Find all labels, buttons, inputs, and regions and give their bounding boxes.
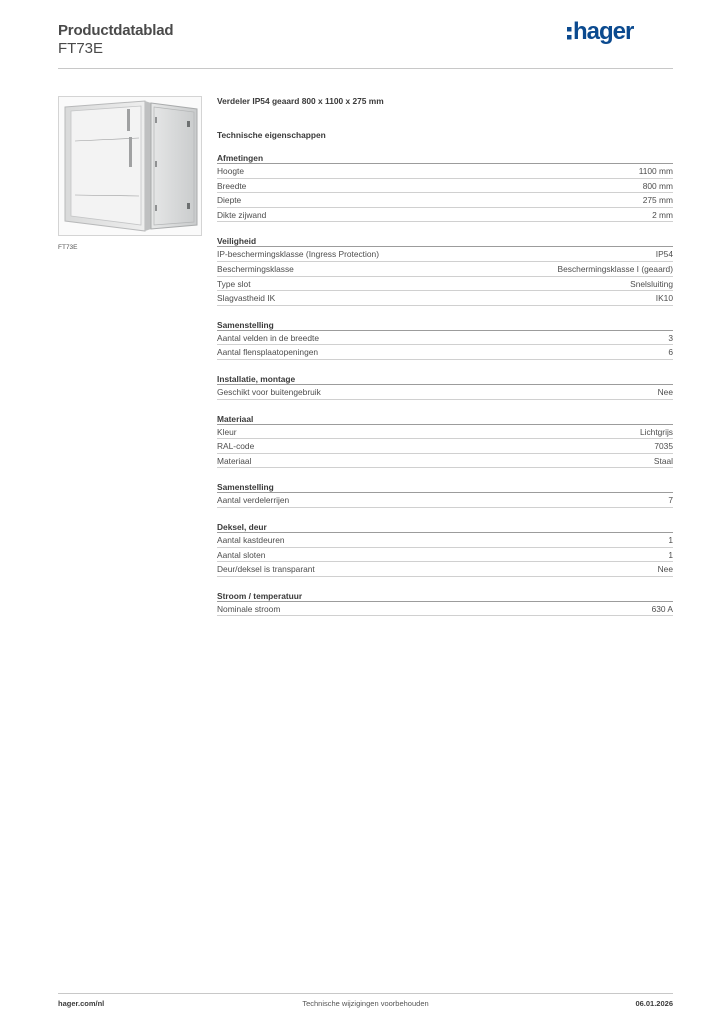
- section-title: Veiligheid: [217, 235, 673, 247]
- spec-value: 1: [668, 534, 673, 545]
- spec-row: [217, 602, 673, 617]
- section-title: Stroom / temperatuur: [217, 590, 673, 602]
- spec-section-current-temperature: [217, 590, 673, 617]
- spec-label: Slagvastheid IK: [217, 293, 276, 304]
- section-title: Installatie, montage: [217, 373, 673, 385]
- spec-row: [217, 164, 673, 179]
- hager-logo: [566, 14, 658, 48]
- product-name: Verdeler IP54 geaard 800 x 1100 x 275 mm: [217, 96, 384, 106]
- spec-label: Geschikt voor buitengebruik: [217, 386, 321, 397]
- spec-label: Materiaal: [217, 455, 252, 466]
- document-subtitle: FT73E: [58, 40, 104, 57]
- logo-text: hager: [573, 18, 634, 45]
- header-divider: [58, 68, 673, 69]
- spec-row: [217, 179, 673, 194]
- spec-value: 630 A: [651, 603, 673, 614]
- spec-row: [217, 247, 673, 262]
- spec-row: [217, 208, 673, 223]
- section-title: Materiaal: [217, 413, 673, 425]
- spec-value: 800 mm: [642, 180, 673, 191]
- spec-label: Breedte: [217, 180, 247, 191]
- spec-value: Lichtgrijs: [639, 426, 673, 437]
- spec-value: Nee: [657, 564, 673, 575]
- footer-divider: [58, 993, 673, 994]
- document-header: [58, 22, 173, 57]
- spec-label: IP-beschermingsklasse (Ingress Protection): [217, 249, 379, 260]
- spec-value: 1100 mm: [638, 166, 673, 176]
- spec-row: [217, 291, 673, 306]
- spec-label: Aantal verdelerrijen: [217, 495, 290, 506]
- spec-section-composition: [217, 319, 673, 360]
- spec-row: [217, 533, 673, 548]
- product-image: [58, 96, 202, 236]
- section-title: Afmetingen: [217, 152, 673, 164]
- spec-section-safety: [217, 235, 673, 305]
- spec-content: [217, 96, 673, 616]
- spec-row: [217, 562, 673, 577]
- spec-value: Staal: [653, 455, 673, 466]
- section-title: Deksel, deur: [217, 521, 673, 533]
- cabinet-enclosure-icon: [59, 97, 201, 235]
- footer-date: 06.01.2026: [635, 999, 673, 1008]
- spec-label: Aantal kastdeuren: [217, 534, 285, 545]
- spec-row: [217, 425, 673, 440]
- spec-label: Nominale stroom: [217, 603, 281, 614]
- spec-label: Deur/deksel is transparant: [217, 564, 315, 575]
- section-title: Samenstelling: [217, 481, 673, 493]
- spec-value: 275 mm: [642, 195, 673, 206]
- footer-website-link[interactable]: hager.com/nl: [58, 999, 105, 1008]
- spec-value: 6: [668, 347, 673, 358]
- spec-section-material: [217, 413, 673, 469]
- spec-value: IK10: [655, 293, 673, 304]
- spec-row: [217, 548, 673, 563]
- document-title: Productdatablad: [58, 22, 174, 39]
- technical-properties-title: Technische eigenschappen: [217, 130, 326, 140]
- spec-label: Dikte zijwand: [217, 209, 267, 220]
- spec-row: [217, 262, 673, 277]
- spec-section-composition-rows: [217, 481, 673, 508]
- spec-row: [217, 454, 673, 469]
- spec-label: Kleur: [217, 426, 237, 437]
- spec-value: IP54: [655, 249, 673, 260]
- spec-section-cover-door: [217, 521, 673, 577]
- spec-label: Type slot: [217, 278, 251, 289]
- spec-row: [217, 439, 673, 454]
- spec-row: [217, 493, 673, 508]
- spec-value: Snelsluiting: [630, 278, 673, 289]
- spec-label: Aantal sloten: [217, 549, 266, 560]
- spec-value: 7035: [654, 441, 673, 452]
- spec-label: Aantal velden in de breedte: [217, 332, 319, 343]
- image-caption: FT73E: [58, 244, 78, 251]
- spec-value: 3: [668, 332, 673, 343]
- section-title: Samenstelling: [217, 319, 673, 331]
- spec-label: RAL-code: [217, 441, 255, 452]
- spec-value: 1: [668, 549, 673, 560]
- spec-value: 2 mm: [652, 209, 673, 220]
- spec-label: Aantal flensplaatopeningen: [217, 347, 319, 358]
- spec-row: [217, 277, 673, 292]
- spec-label: Diepte: [217, 195, 242, 206]
- spec-row: [217, 331, 673, 346]
- spec-value: Nee: [657, 386, 673, 397]
- spec-value: 7: [668, 495, 673, 506]
- spec-section-installation: [217, 373, 673, 400]
- spec-label: Beschermingsklasse: [217, 263, 294, 274]
- footer-disclaimer: Technische wijzigingen voorbehouden: [302, 999, 429, 1008]
- spec-value: Beschermingsklasse I (geaard): [557, 263, 673, 274]
- spec-label: Hoogte: [217, 166, 245, 176]
- spec-row: [217, 345, 673, 360]
- spec-row: [217, 385, 673, 400]
- spec-row: [217, 193, 673, 208]
- spec-section-dimensions: [217, 152, 673, 222]
